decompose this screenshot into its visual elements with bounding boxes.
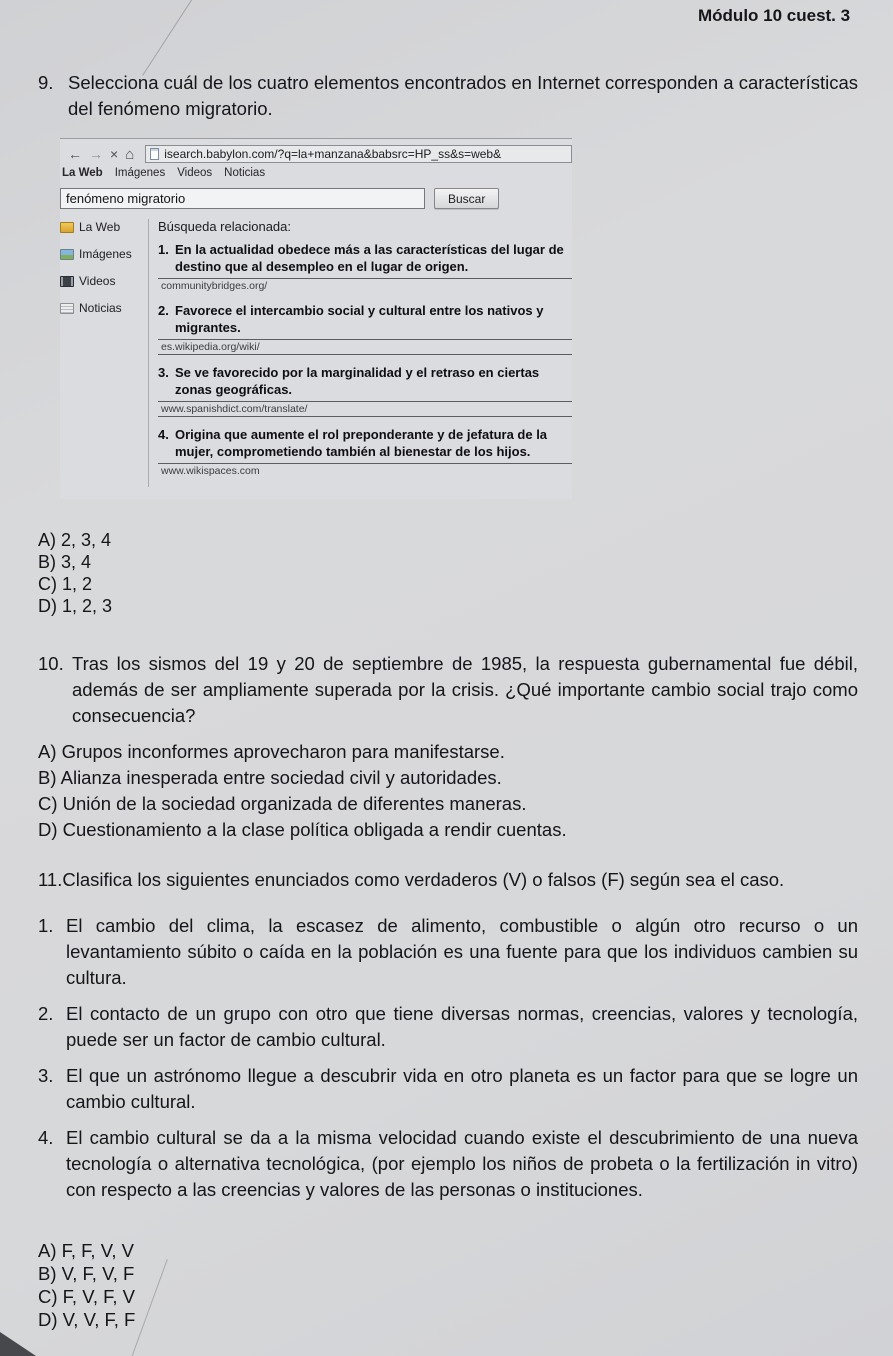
search-results (148, 219, 572, 487)
statement-3: 3. El que un astrónomo llegue a descubrir vida en otro planeta es un factor para que se logre un cambio cultural. (38, 1065, 858, 1112)
option-a: A) 2, 3, 4 (38, 530, 112, 550)
option-b: B) 3, 4 (38, 552, 92, 572)
question-10-options (38, 739, 858, 843)
page-icon (150, 148, 159, 160)
photo-corner-artifact (0, 1332, 36, 1356)
result-title: Origina que aumente el rol preponderante y de jefatura de la mujer, comprometiendo también al bienestar de los hijos. (175, 427, 548, 459)
option-a: A) Grupos inconformes aprovecharon para manifestarse. (38, 741, 505, 762)
search-result: 3. Se ve favorecido por la marginalidad y el retraso en ciertas zonas geográficas. www.spanishdict.com/translate/ (158, 364, 572, 417)
back-icon[interactable]: ← (68, 146, 82, 162)
page-title: Módulo 10 cuest. 3 (698, 6, 851, 25)
result-title: En la actualidad obedece más a las características del lugar de destino que al desempleo en el lugar de origen. (175, 242, 564, 274)
question-11: 11.Clasifica los siguientes enunciados como verdaderos (V) o falsos (F) según sea el caso. (38, 869, 785, 890)
forward-icon[interactable]: → (89, 146, 103, 162)
nav-videos[interactable]: Videos (177, 167, 213, 179)
buscar-button[interactable]: Buscar (434, 188, 499, 209)
question-text: Selecciona cuál de los cuatro elementos encontrados en Internet corresponden a características del fenómeno migratorio. (68, 72, 858, 119)
option-c: C) F, V, F, V (38, 1286, 135, 1307)
close-icon[interactable]: × (110, 146, 119, 162)
image-icon (60, 249, 74, 260)
option-d: D) 1, 2, 3 (38, 596, 113, 616)
document-content (38, 70, 858, 1331)
result-url[interactable]: es.wikipedia.org/wiki/ (158, 339, 572, 355)
option-d: D) V, V, F, F (38, 1309, 136, 1330)
result-title: Se ve favorecido por la marginalidad y el retraso en ciertas zonas geográficas. (175, 365, 540, 397)
option-c: C) 1, 2 (38, 574, 93, 594)
search-row (60, 188, 572, 209)
statement-1: 1. El cambio del clima, la escasez de alimento, combustible o algún otro recurso o un levantamiento súbito o caída en la población es una fuente para que los individuos cambien su cultura. (38, 915, 858, 988)
nav-imagenes[interactable]: Imágenes (114, 167, 166, 179)
video-icon (60, 276, 74, 287)
news-icon (60, 303, 74, 314)
search-result: 1. En la actualidad obedece más a las características del lugar de destino que al desempleo en el lugar de origen. communitybridges.org/ (158, 241, 572, 293)
browser-toolbar (60, 144, 572, 164)
photo-edge-artifact (142, 0, 195, 76)
question-10 (38, 651, 858, 729)
sidebar-item-noticias[interactable]: Noticias (60, 301, 148, 315)
question-number: 10. (38, 653, 64, 674)
url-bar[interactable] (145, 145, 572, 163)
question-number: 9. (38, 72, 54, 93)
nav-noticias[interactable]: Noticias (224, 167, 266, 179)
question-11-statements (38, 913, 858, 1203)
option-d: D) Cuestionamiento a la clase política obligada a rendir cuentas. (38, 819, 567, 840)
question-9-options (38, 529, 858, 617)
result-url[interactable]: www.spanishdict.com/translate/ (158, 401, 572, 417)
question-text: Tras los sismos del 19 y 20 de septiembre de 1985, la respuesta gubernamental fue débil, además de ser ampliamente superada por la crisis. ¿Qué importante cambio social trajo como consecuencia? (72, 653, 858, 726)
question-11-options (38, 1239, 858, 1331)
question-9 (38, 70, 858, 122)
option-c: C) Unión de la sociedad organizada de diferentes maneras. (38, 793, 527, 814)
statement-2: 2. El contacto de un grupo con otro que tiene diversas normas, creencias, valores y tecnología, puede ser un factor de cambio cultural. (38, 1003, 858, 1050)
search-input[interactable] (60, 188, 425, 209)
related-search-label: Búsqueda relacionada: (158, 219, 291, 234)
sidebar-item-imagenes[interactable]: Imágenes (60, 247, 148, 261)
option-b: B) Alianza inesperada entre sociedad civil y autoridades. (38, 767, 502, 788)
result-title: Favorece el intercambio social y cultural entre los nativos y migrantes. (175, 303, 544, 335)
search-sidebar (60, 219, 148, 487)
sidebar-item-videos[interactable]: Videos (60, 274, 148, 288)
url-text: isearch.babylon.com/?q=la+manzana&babsrc=HP_ss&s=web& (164, 147, 502, 161)
nav-la-web[interactable]: La Web (62, 167, 103, 179)
search-result: 2. Favorece el intercambio social y cultural entre los nativos y migrantes. es.wikipedia.org/wiki/ (158, 302, 572, 355)
option-b: B) V, F, V, F (38, 1263, 135, 1284)
folder-icon (60, 222, 74, 233)
sidebar-item-la-web[interactable]: La Web (60, 220, 148, 234)
statement-4: 4. El cambio cultural se da a la misma velocidad cuando existe el descubrimiento de una nueva tecnología o alternativa tecnológica, (por ejemplo los niños de probeta o la fertilización in vitro) con respecto a las creencias y valores de las personas o instituciones. (38, 1127, 858, 1200)
home-icon[interactable]: ⌂ (125, 145, 135, 163)
browser-screenshot (60, 138, 572, 499)
result-url[interactable]: www.wikispaces.com (158, 463, 572, 478)
option-a: A) F, F, V, V (38, 1240, 134, 1261)
result-url[interactable]: communitybridges.org/ (158, 278, 572, 293)
search-result: 4. Origina que aumente el rol preponderante y de jefatura de la mujer, comprometiendo también al bienestar de los hijos. www.wikispaces.com (158, 426, 572, 478)
search-nav (60, 164, 572, 181)
